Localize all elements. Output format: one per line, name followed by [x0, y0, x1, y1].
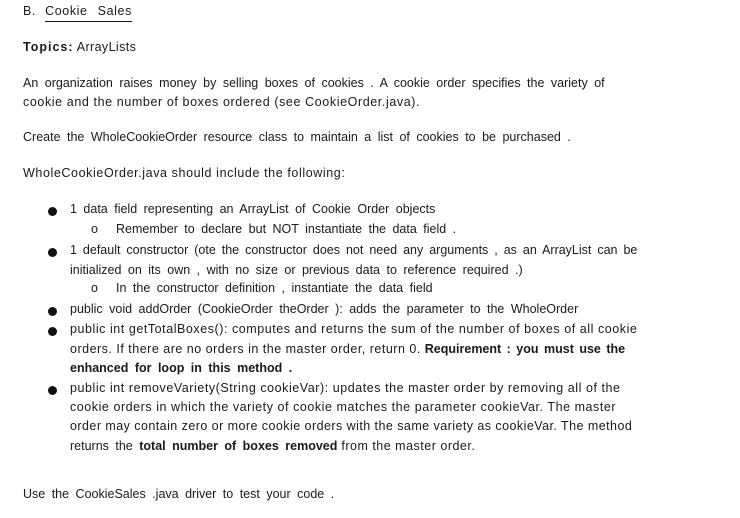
bullet-dot: [48, 307, 57, 316]
bullet-1-sub-text: Remember to declare but NOT instantiate the data field .: [116, 222, 457, 236]
section-heading: [23, 4, 132, 18]
bullet-2-sub-text: In the constructor definition , instantiate the data field: [116, 281, 433, 295]
topics-value: ArrayLists: [76, 40, 137, 54]
bullet-5-line-4: [70, 439, 475, 453]
intro-line-1: An organization raises money by selling boxes of cookies . A cookie order specifies the variety of: [23, 76, 605, 90]
bullet-4-line-1: public int getTotalBoxes(): computes and returns the sum of the number of boxes of all cookie: [70, 322, 638, 336]
bullet-5-line-3: order may contain zero or more cookie orders with the same variety as cookieVar. The method: [70, 419, 633, 433]
sub-bullet-marker: o: [91, 281, 98, 295]
bullet-dot: [48, 248, 57, 257]
bullet-1-text: 1 data field representing an ArrayList of Cookie Order objects: [70, 202, 436, 216]
bullet-dot: [48, 207, 57, 216]
bullet-4-line-2-plain: orders. If there are no orders in the master order, return 0.: [70, 342, 425, 356]
bullet-dot: [48, 386, 57, 395]
intro-line-2: cookie and the number of boxes ordered (see CookieOrder.java).: [23, 95, 421, 109]
bullet-5-line-4-a: returns the: [70, 439, 140, 453]
bullet-4-requirement: Requirement : you must use the: [424, 342, 626, 356]
bullet-2-line-2: initialized on its own , with no size or previous data to reference required .): [70, 263, 523, 277]
bullet-5-line-4-b: from the master order.: [337, 439, 476, 453]
bullet-5-bold: total number of boxes removed: [139, 439, 338, 453]
includes-line: WholeCookieOrder.java should include the following:: [23, 166, 346, 180]
topics-line: [23, 40, 136, 54]
sub-bullet-marker: o: [91, 222, 98, 236]
bullet-3-text: public void addOrder (CookieOrder theOrder ): adds the parameter to the WholeOrder: [70, 302, 579, 316]
bullet-4-line-2: [70, 342, 625, 356]
bullet-4-line-3: [70, 361, 292, 375]
bullet-5-line-1: public int removeVariety(String cookieVar): updates the master order by removing all of the: [70, 381, 621, 395]
create-line: Create the WholeCookieOrder resource class to maintain a list of cookies to be purchased .: [23, 130, 571, 144]
bullet-2-line-1: 1 default constructor (ote the constructor does not need any arguments , as an ArrayList can be: [70, 243, 638, 257]
bullet-5-line-2: cookie orders in which the variety of cookie matches the parameter cookieVar. The master: [70, 400, 617, 414]
topics-label: Topics:: [23, 40, 74, 54]
section-title: Cookie Sales: [45, 4, 132, 22]
bullet-dot: [48, 327, 57, 336]
footer-line: Use the CookieSales .java driver to test your code .: [23, 487, 335, 501]
bullet-4-requirement-cont: enhanced for loop in this method .: [70, 361, 293, 375]
section-letter: B.: [23, 4, 37, 18]
